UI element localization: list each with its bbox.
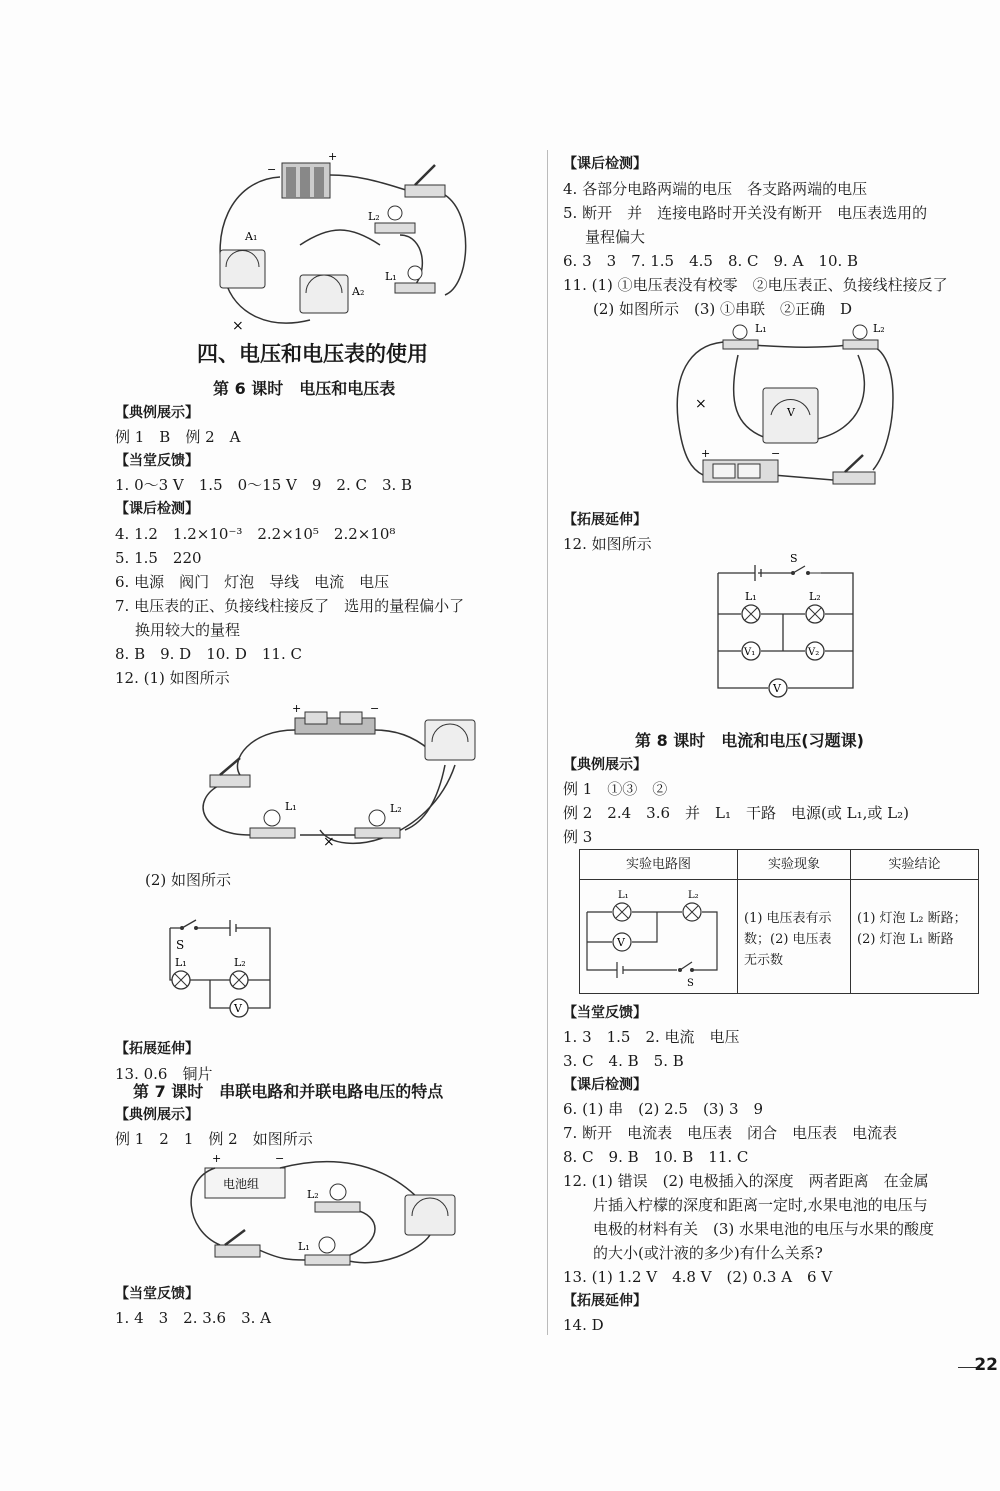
answer-line: 11. (1) ①电压表没有校零 ②电压表正、负接线柱接反了 — [563, 276, 948, 294]
experiment-table — [579, 849, 979, 994]
table-cell-circuit — [580, 880, 738, 994]
answer-line: 8. C 9. B 10. B 11. C — [563, 1148, 749, 1166]
heading-feedback: 【当堂反馈】 — [563, 1005, 647, 1021]
lamp-l1-label: L₁ — [298, 1240, 310, 1253]
lamp-l1-label: L₁ — [285, 800, 297, 813]
lamp-l2-label: L₂ — [390, 802, 402, 815]
answer-line: 1. 4 3 2. 3.6 3. A — [115, 1309, 272, 1327]
answer-line: 片插入柠檬的深度和距离一定时,水果电池的电压与 — [593, 1196, 928, 1214]
series-voltmeter-schematic — [150, 900, 320, 1020]
svg-text:+: + — [701, 447, 711, 460]
heading-extension: 【拓展延伸】 — [563, 512, 647, 528]
heading-feedback: 【当堂反馈】 — [115, 453, 199, 469]
answer-line: 6. 电源 阀门 灯泡 导线 电流 电压 — [115, 573, 390, 591]
answer-line: 例 2 2.4 3.6 并 L₁ 干路 电源(或 L₁,或 L₂) — [563, 804, 909, 822]
answer-line: 13. (1) 1.2 V 4.8 V (2) 0.3 A 6 V — [563, 1268, 833, 1286]
answer-line: 例 1 2 1 例 2 如图所示 — [115, 1130, 313, 1148]
answer-line: (2) 如图所示 — [145, 871, 232, 889]
lamp-l1-label: L₁ — [175, 956, 187, 969]
answer-line: 7. 电压表的正、负接线柱接反了 选用的量程偏小了 — [115, 597, 465, 615]
lamp-l2-label: L₂ — [688, 890, 699, 901]
column-divider — [547, 150, 548, 1335]
table-header: 实验电路图 — [580, 850, 738, 880]
lamp-l2-label: L₂ — [809, 590, 821, 603]
svg-text:−: − — [275, 1152, 285, 1165]
lamp-l2-label: L₂ — [873, 322, 885, 335]
answer-line: 13. 0.6 铜片 — [115, 1065, 213, 1083]
switch-s-label: S — [687, 978, 694, 989]
lamp-l2-label: L₂ — [307, 1188, 319, 1201]
answer-line: 12. (1) 错误 (2) 电极插入的深度 两者距离 在金属 — [563, 1172, 929, 1190]
switch-s-label: S — [176, 938, 185, 952]
table-header: 实验结论 — [851, 850, 979, 880]
answer-line: 12. (1) 如图所示 — [115, 669, 230, 687]
answer-line: 1. 0～3 V 1.5 0～15 V 9 2. C 3. B — [115, 476, 413, 494]
table-cell-phenomena: (1) 电压表有示数；(2) 电压表无示数 — [738, 880, 851, 994]
voltmeter-label: V — [773, 682, 781, 695]
svg-text:+: + — [212, 1152, 222, 1165]
answer-line: 6. 3 3 7. 1.5 4.5 8. C 9. A 10. B — [563, 252, 859, 270]
answer-line: 量程偏大 — [585, 228, 646, 246]
battery-group-circuit-figure — [180, 1150, 460, 1275]
parallel-voltmeter-schematic — [713, 552, 863, 718]
table-row — [580, 880, 979, 994]
table-cell-conclusions: (1) 灯泡 L₂ 断路；(2) 灯泡 L₁ 断路 — [851, 880, 979, 994]
voltmeter-label: V — [617, 936, 625, 949]
svg-text:×: × — [232, 318, 244, 334]
answer-line: 5. 断开 并 连接电路时开关没有断开 电压表选用的 — [563, 204, 928, 222]
heading-after-class: 【课后检测】 — [115, 501, 199, 517]
svg-text:×: × — [323, 834, 335, 850]
svg-text:×: × — [695, 396, 707, 412]
answer-line: 例 3 — [563, 828, 593, 846]
section-title: 四、电压和电压表的使用 — [197, 342, 428, 366]
voltmeter-v2-label: V₂ — [808, 647, 820, 658]
answer-line: 5. 1.5 220 — [115, 549, 202, 567]
svg-text:−: − — [267, 163, 277, 176]
svg-text:+: + — [292, 702, 302, 715]
answer-line: 换用较大的量程 — [135, 621, 241, 639]
answer-line: 12. 如图所示 — [563, 535, 652, 553]
voltmeter-circuit-figure — [190, 700, 490, 860]
ammeter-a2-label: A₂ — [352, 285, 365, 298]
answer-line: 14. D — [563, 1316, 604, 1334]
heading-examples: 【典例展示】 — [115, 405, 199, 421]
answer-line: 8. B 9. D 10. D 11. C — [115, 645, 302, 663]
answer-line: 1. 3 1.5 2. 电流 电压 — [563, 1028, 740, 1046]
heading-after-class: 【课后检测】 — [563, 1077, 647, 1093]
lesson8-title: 第 8 课时 电流和电压(习题课) — [635, 731, 864, 750]
battery-group-label: 电池组 — [223, 1177, 260, 1191]
answer-line: 7. 断开 电流表 电压表 闭合 电压表 电流表 — [563, 1124, 898, 1142]
answer-line: 3. C 4. B 5. B — [563, 1052, 684, 1070]
lamp-l1-label: L₁ — [755, 322, 767, 335]
lamp-l1-label: L₁ — [745, 590, 757, 603]
switch-s-label: S — [790, 552, 798, 565]
svg-text:−: − — [771, 447, 781, 460]
answer-line: 4. 各部分电路两端的电压 各支路两端的电压 — [563, 180, 868, 198]
heading-examples: 【典例展示】 — [115, 1107, 199, 1123]
voltmeter-label: V — [234, 1002, 242, 1015]
lamp-l2-label: L₂ — [368, 210, 380, 223]
answer-line: 的大小(或汁液的多少)有什么关系? — [593, 1244, 823, 1262]
ammeter-a1-label: A₁ — [245, 230, 258, 243]
lamp-l1-label: L₁ — [618, 890, 629, 901]
lesson7-title: 第 7 课时 串联电路和并联电路电压的特点 — [133, 1082, 444, 1101]
parallel-lamps-voltmeter-figure — [673, 320, 903, 505]
voltmeter-v1-label: V₁ — [744, 647, 756, 658]
svg-text:+: + — [328, 150, 338, 163]
heading-after-class: 【课后检测】 — [563, 156, 647, 172]
lamp-l1-label: L₁ — [385, 270, 397, 283]
heading-extension: 【拓展延伸】 — [563, 1293, 647, 1309]
ammeter-circuit-figure — [210, 150, 470, 335]
answer-line: 电极的材料有关 (3) 水果电池的电压与水果的酸度 — [593, 1220, 935, 1238]
heading-extension: 【拓展延伸】 — [115, 1041, 199, 1057]
table-row — [580, 850, 979, 880]
answer-line: 6. (1) 串 (2) 2.5 (3) 3 9 — [563, 1100, 764, 1118]
answer-line: 4. 1.2 1.2×10⁻³ 2.2×10⁵ 2.2×10⁸ — [115, 525, 396, 543]
lesson6-title: 第 6 课时 电压和电压表 — [213, 379, 396, 398]
lamp-l2-label: L₂ — [234, 956, 246, 969]
answer-line: 例 1 B 例 2 A — [115, 428, 241, 446]
heading-examples: 【典例展示】 — [563, 757, 647, 773]
page-number: 22 — [974, 1355, 998, 1375]
table-header: 实验现象 — [738, 850, 851, 880]
voltmeter-label: V — [787, 406, 795, 419]
answer-line: (2) 如图所示 (3) ①串联 ②正确 D — [593, 300, 853, 318]
svg-text:−: − — [370, 702, 380, 715]
heading-feedback: 【当堂反馈】 — [115, 1286, 199, 1302]
answer-line: 例 1 ①③ ② — [563, 780, 668, 798]
table-circuit-schematic — [582, 882, 727, 988]
